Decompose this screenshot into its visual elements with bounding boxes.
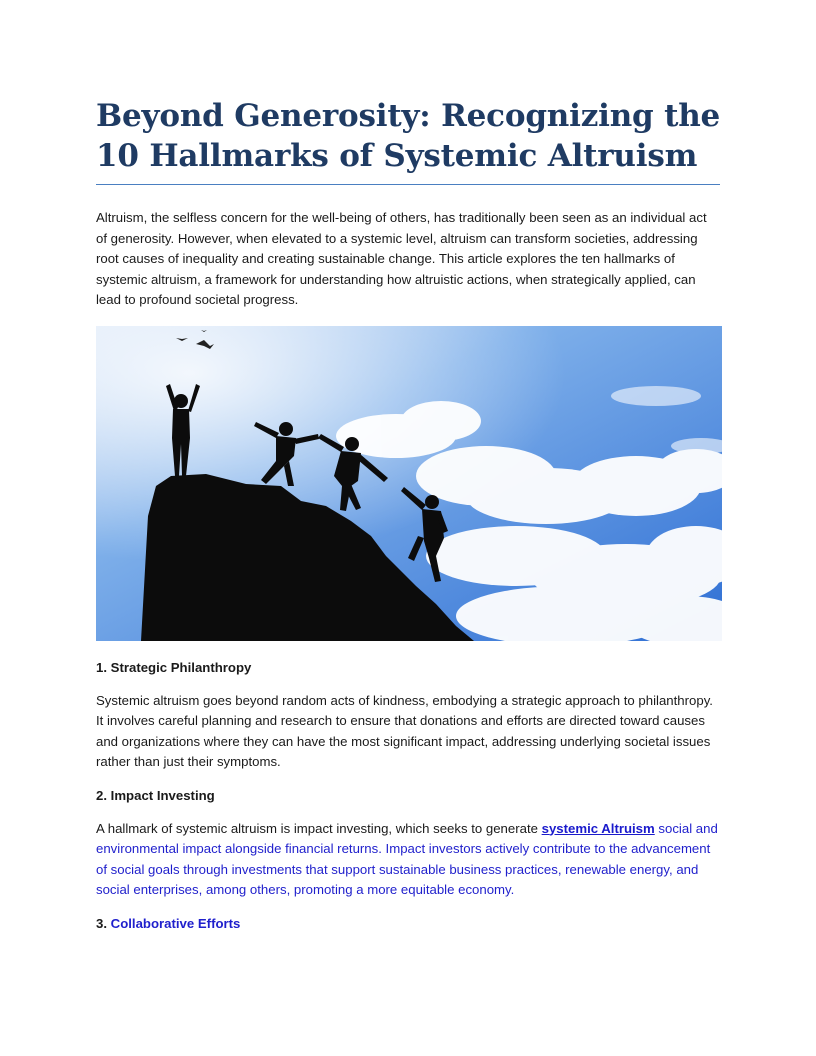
article-title: Beyond Generosity: Recognizing the 10 Hallmarks of Systemic Altruism (96, 98, 721, 174)
document-page (96, 96, 722, 934)
collaborative-efforts-label: Collaborative Efforts (110, 915, 241, 931)
impact-investing-text-start: A hallmark of systemic altruism is impact investing, which seeks to generate (96, 820, 542, 836)
section-heading-impact-investing: 2. Impact Investing (96, 787, 215, 803)
hero-image (96, 326, 722, 641)
title-divider (96, 184, 720, 185)
section-body-strategic-philanthropy: Systemic altruism goes beyond random acts of kindness, embodying a strategic approach to philanthropy. It involves careful planning and research to ensure that donations and efforts are directed toward causes and organizations where they can have the most significant impact, addressing underlying societal issues rather than just their symptoms. (96, 692, 713, 769)
section-heading-collaborative-efforts (96, 914, 722, 934)
systemic-altruism-link[interactable]: systemic Altruism (541, 820, 655, 836)
impact-investing-text-end: social and environmental impact alongside financial returns. Impact investors actively contribute to the advancement of social goals through investments that support sustainable business practices, renewable energy, and social enterprises, among others, promoting a more equitable economy. (96, 820, 718, 897)
intro-paragraph: Altruism, the selfless concern for the well-being of others, has traditionally been seen as an individual act of generosity. However, when elevated to a systemic level, altruism can transform societies, addressing root causes of inequality and creating sustainable change. This article explores the ten hallmarks of systemic altruism, a framework for understanding how altruistic actions, when strategically applied, can lead to profound societal progress. (96, 210, 707, 307)
section-number: 3. (96, 915, 107, 931)
section-body-impact-investing (96, 819, 720, 901)
section-heading-strategic-philanthropy: 1. Strategic Philanthropy (96, 659, 252, 675)
